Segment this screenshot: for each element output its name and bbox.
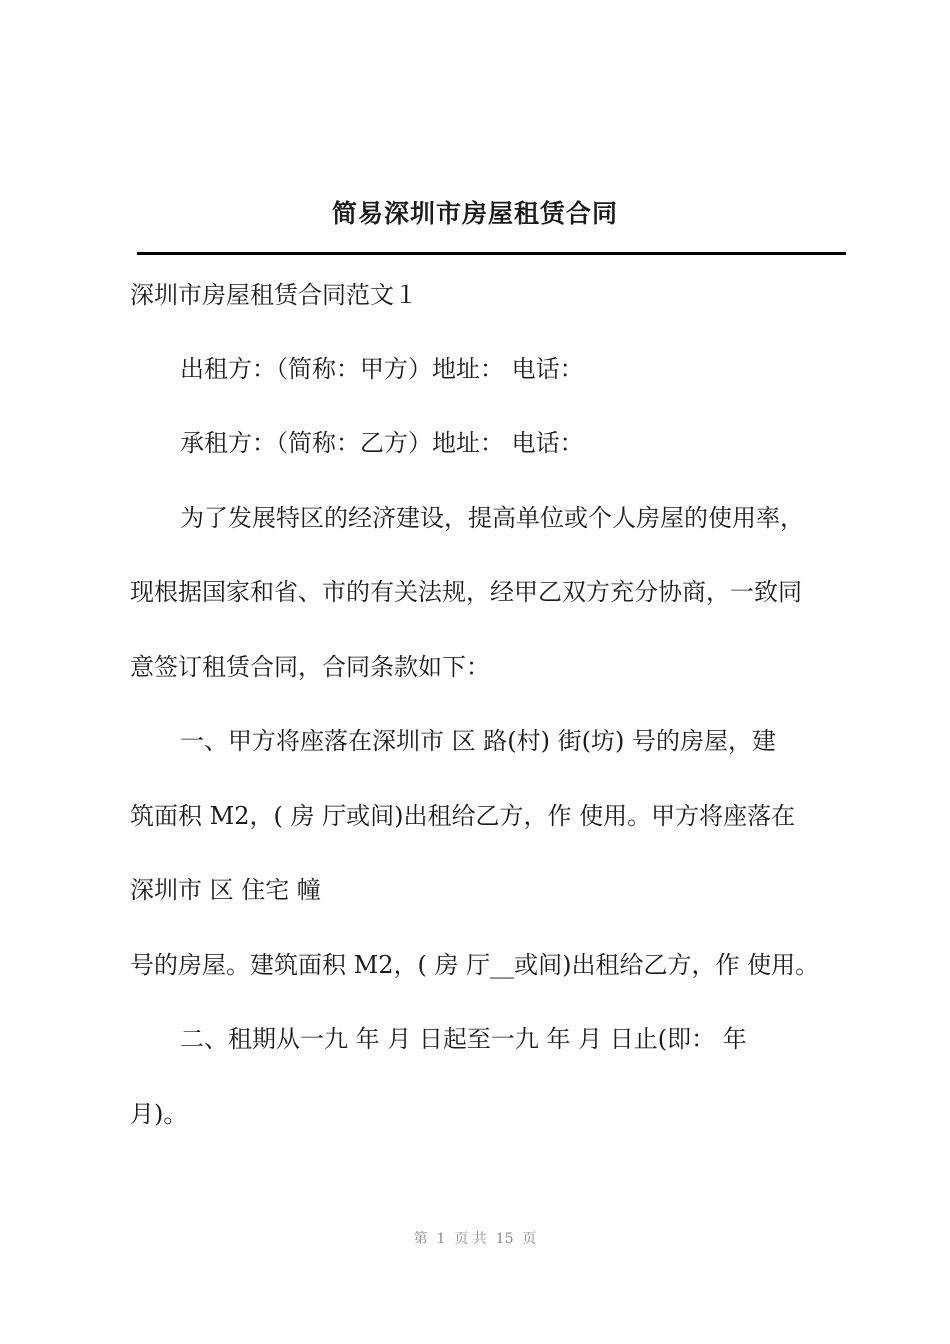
- clause-one-line: 深圳市 区 住宅 幢: [130, 876, 321, 904]
- clause-two-line: 月)。: [130, 1100, 188, 1128]
- paragraph-line: 为了发展特区的经济建设，提高单位或个人房屋的使用率，: [180, 504, 804, 532]
- document-title: 简易深圳市房屋租赁合同: [331, 199, 618, 228]
- clause-one-line: 筑面积 M2，( 房 厅或间)出租给乙方，作 使用。甲方将座落在: [130, 802, 796, 830]
- section-heading: 深圳市房屋租赁合同范文１: [130, 281, 418, 309]
- page-number-footer: 第 1 页 共 15 页: [413, 1231, 537, 1247]
- lessee-line: 承租方：（简称：乙方）地址： 电话：: [180, 429, 584, 457]
- paragraph-line: 现根据国家和省、市的有关法规，经甲乙双方充分协商，一致同: [130, 578, 802, 606]
- paragraph-line: 意签订租赁合同，合同条款如下：: [130, 653, 490, 681]
- clause-two-line: 二、租期从一九 年 月 日起至一九 年 月 日止(即： 年: [180, 1025, 747, 1053]
- clause-one-line: 号的房屋。建筑面积 M2，( 房 厅__或间)出租给乙方，作 使用。: [130, 951, 820, 979]
- title-underline: [137, 252, 846, 255]
- lessor-line: 出租方：（简称：甲方）地址： 电话：: [180, 355, 584, 383]
- clause-one-line: 一、甲方将座落在深圳市 区 路(村) 街(坊) 号的房屋，建: [180, 727, 776, 755]
